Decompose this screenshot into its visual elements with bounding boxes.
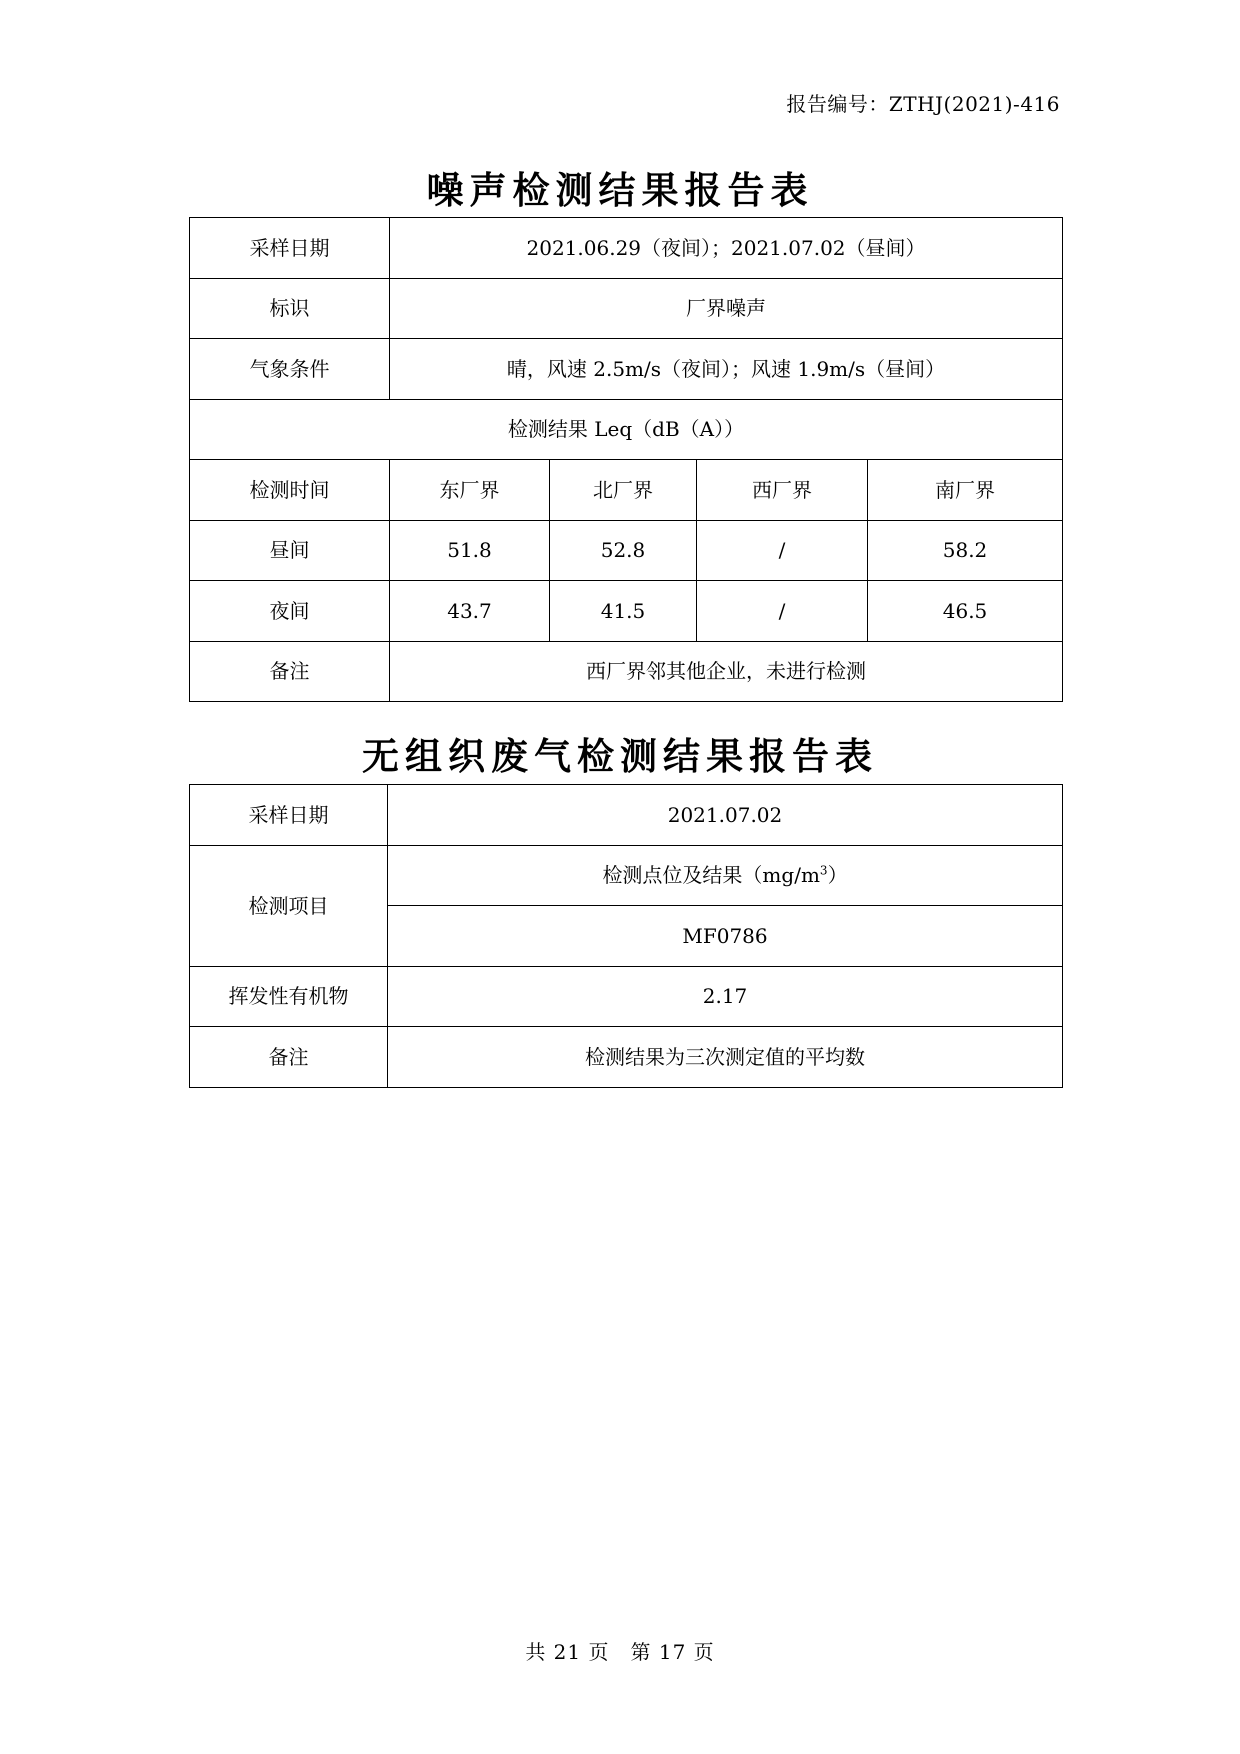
table-row bbox=[190, 581, 1063, 642]
weather-label: 气象条件 bbox=[190, 339, 390, 400]
weather-value: 晴，风速 2.5m/s（夜间）；风速 1.9m/s（昼间） bbox=[390, 339, 1063, 400]
table-cell: 58.2 bbox=[868, 520, 1063, 581]
point-header-end: ） bbox=[827, 863, 848, 888]
table-cell: 51.8 bbox=[390, 520, 550, 581]
result-header: 检测结果 Leq（dB（A）） bbox=[190, 399, 1063, 460]
table-row bbox=[190, 785, 1063, 846]
column-header: 西厂界 bbox=[697, 460, 868, 521]
point-id: MF0786 bbox=[388, 906, 1063, 967]
table-row bbox=[190, 339, 1063, 400]
test-item-label: 检测项目 bbox=[190, 845, 388, 966]
table-cell: 昼间 bbox=[190, 520, 390, 581]
sampling-date-label: 采样日期 bbox=[190, 218, 390, 279]
point-header bbox=[388, 845, 1063, 906]
pollutant-label: 挥发性有机物 bbox=[190, 966, 388, 1027]
column-header: 检测时间 bbox=[190, 460, 390, 521]
remark-label: 备注 bbox=[190, 1027, 388, 1088]
noise-report-title: 噪声检测结果报告表 bbox=[426, 169, 814, 212]
remark-value: 西厂界邻其他企业，未进行检测 bbox=[390, 641, 1063, 702]
table-cell: / bbox=[697, 520, 868, 581]
page-footer: 共 21 页 第 17 页 bbox=[525, 1640, 715, 1664]
table-header-row bbox=[190, 460, 1063, 521]
remark-label: 备注 bbox=[190, 641, 390, 702]
identifier-value: 厂界噪声 bbox=[390, 278, 1063, 339]
column-header: 北厂界 bbox=[550, 460, 697, 521]
table-cell: 52.8 bbox=[550, 520, 697, 581]
identifier-label: 标识 bbox=[190, 278, 390, 339]
sampling-date-value: 2021.07.02 bbox=[388, 785, 1063, 846]
table-row bbox=[190, 845, 1063, 906]
column-header: 东厂界 bbox=[390, 460, 550, 521]
table-cell: 夜间 bbox=[190, 581, 390, 642]
unit-superscript: 3 bbox=[819, 863, 828, 878]
table-row bbox=[190, 399, 1063, 460]
table-row bbox=[190, 641, 1063, 702]
sampling-date-value: 2021.06.29（夜间）；2021.07.02（昼间） bbox=[390, 218, 1063, 279]
gas-report-title: 无组织废气检测结果报告表 bbox=[362, 735, 878, 778]
table-cell: 43.7 bbox=[390, 581, 550, 642]
table-row bbox=[190, 278, 1063, 339]
table-row bbox=[190, 966, 1063, 1027]
table-row bbox=[190, 520, 1063, 581]
table-cell: 46.5 bbox=[868, 581, 1063, 642]
remark-value: 检测结果为三次测定值的平均数 bbox=[388, 1027, 1063, 1088]
table-cell: 41.5 bbox=[550, 581, 697, 642]
table-cell: / bbox=[697, 581, 868, 642]
report-number: 报告编号：ZTHJ(2021)-416 bbox=[786, 92, 1060, 116]
point-header-text: 检测点位及结果（mg/m bbox=[602, 863, 820, 888]
column-header: 南厂界 bbox=[868, 460, 1063, 521]
gas-result-table bbox=[189, 784, 1063, 1088]
table-row bbox=[190, 218, 1063, 279]
sampling-date-label: 采样日期 bbox=[190, 785, 388, 846]
table-row bbox=[190, 1027, 1063, 1088]
pollutant-value: 2.17 bbox=[388, 966, 1063, 1027]
noise-result-table bbox=[189, 217, 1063, 702]
